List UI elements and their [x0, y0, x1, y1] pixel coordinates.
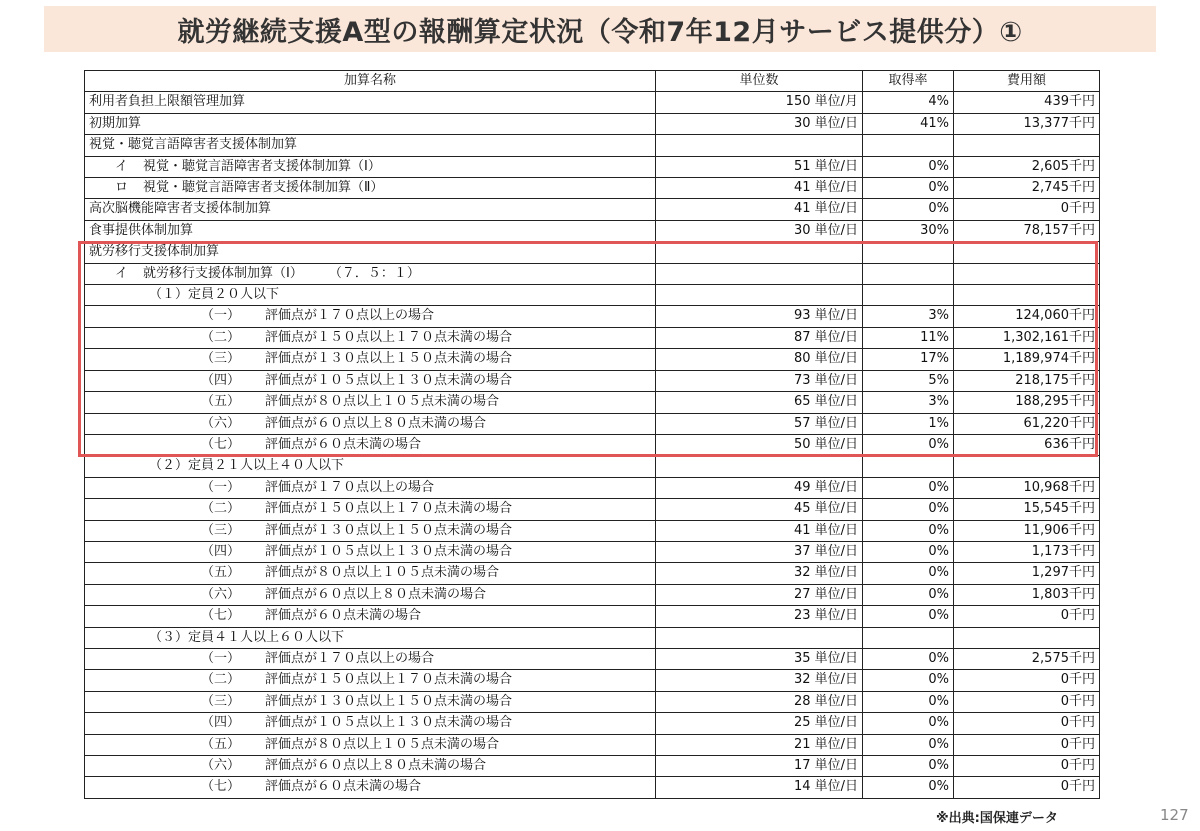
row-cost: 0千円: [954, 606, 1100, 627]
row-rate: 0%: [863, 541, 954, 562]
row-units: 57 単位/日: [656, 413, 863, 434]
row-name-cell: [85, 285, 656, 306]
row-name-cell: [85, 670, 656, 691]
row-name: 初期加算: [89, 115, 142, 131]
row-name-cell: [85, 434, 656, 455]
row-cost: 10,968千円: [954, 477, 1100, 498]
row-name: 評価点が１７０点以上の場合: [265, 650, 435, 666]
row-cost: 2,745千円: [954, 178, 1100, 199]
row-cost: 15,545千円: [954, 499, 1100, 520]
row-name: 評価点が８０点以上１０５点未満の場合: [265, 565, 500, 581]
row-label: （一）: [201, 479, 241, 495]
row-name: 評価点が６０点未満の場合: [265, 608, 422, 624]
row-cost: 1,297千円: [954, 563, 1100, 584]
row-rate: [863, 263, 954, 284]
row-name: （１）定員２０人以下: [149, 287, 280, 303]
row-name: 評価点が１７０点以上の場合: [265, 308, 435, 324]
row-name: 評価点が１０５点以上１３０点未満の場合: [265, 715, 513, 731]
row-name-cell: [85, 456, 656, 477]
header-cost: 費用額: [954, 71, 1100, 92]
row-units: 45 単位/日: [656, 499, 863, 520]
table-row: [85, 199, 1100, 220]
row-cost: 1,189,974千円: [954, 349, 1100, 370]
row-cost: 0千円: [954, 756, 1100, 777]
row-label: （三）: [201, 522, 241, 538]
row-units: 41 単位/日: [656, 520, 863, 541]
row-name-cell: [85, 199, 656, 220]
row-name-cell: [85, 691, 656, 712]
table-row: [85, 242, 1100, 263]
table-row: [85, 135, 1100, 156]
row-units: 27 単位/日: [656, 584, 863, 605]
row-units: [656, 263, 863, 284]
page-number: 127: [1160, 806, 1189, 824]
row-rate: 0%: [863, 756, 954, 777]
row-rate: 11%: [863, 327, 954, 348]
row-units: [656, 242, 863, 263]
table-row: [85, 670, 1100, 691]
row-name-cell: [85, 713, 656, 734]
table-row: [85, 756, 1100, 777]
row-name-cell: [85, 648, 656, 669]
row-cost: 1,803千円: [954, 584, 1100, 605]
row-units: 65 単位/日: [656, 392, 863, 413]
row-units: [656, 627, 863, 648]
row-cost: 1,173千円: [954, 541, 1100, 562]
source-note: ※出典:国保連データ: [936, 811, 1058, 826]
row-rate: 4%: [863, 92, 954, 113]
row-units: 30 単位/日: [656, 113, 863, 134]
row-cost: 0千円: [954, 734, 1100, 755]
row-cost: 78,157千円: [954, 220, 1100, 241]
table-row: [85, 220, 1100, 241]
row-name: 評価点が６０点以上８０点未満の場合: [265, 586, 487, 602]
row-label: （四）: [201, 715, 241, 731]
table-row: [85, 92, 1100, 113]
row-label: ロ: [115, 180, 129, 196]
row-name: 評価点が８０点以上１０５点未満の場合: [265, 394, 500, 410]
row-name-cell: [85, 756, 656, 777]
row-rate: 3%: [863, 392, 954, 413]
row-cost: 218,175千円: [954, 370, 1100, 391]
row-rate: 0%: [863, 178, 954, 199]
row-label: （五）: [201, 394, 241, 410]
table-row: [85, 306, 1100, 327]
row-cost: 0千円: [954, 713, 1100, 734]
row-name-cell: [85, 349, 656, 370]
table-row: [85, 541, 1100, 562]
row-name-cell: [85, 584, 656, 605]
row-units: 35 単位/日: [656, 648, 863, 669]
row-units: [656, 456, 863, 477]
row-name: 評価点が１７０点以上の場合: [265, 479, 435, 495]
row-cost: [954, 627, 1100, 648]
row-label: （三）: [201, 351, 241, 367]
row-name: 高次脳機能障害者支援体制加算: [89, 201, 272, 217]
table-row: [85, 606, 1100, 627]
row-rate: 0%: [863, 434, 954, 455]
row-name: 評価点が１５０点以上１７０点未満の場合: [265, 329, 513, 345]
row-rate: 0%: [863, 156, 954, 177]
row-cost: 636千円: [954, 434, 1100, 455]
row-rate: 0%: [863, 520, 954, 541]
row-units: 50 単位/日: [656, 434, 863, 455]
row-name: 視覚・聴覚言語障害者支援体制加算: [89, 137, 298, 153]
row-name-cell: [85, 499, 656, 520]
row-units: 21 単位/日: [656, 734, 863, 755]
row-label: （七）: [201, 608, 241, 624]
row-name-cell: [85, 477, 656, 498]
row-name-cell: [85, 220, 656, 241]
row-label: （四）: [201, 543, 241, 559]
row-rate: 0%: [863, 670, 954, 691]
row-units: 73 単位/日: [656, 370, 863, 391]
row-name-cell: [85, 392, 656, 413]
table-row: [85, 285, 1100, 306]
table-row: [85, 520, 1100, 541]
row-name: （２）定員２１人以上４０人以下: [149, 458, 345, 474]
row-name: 評価点が１５０点以上１７０点未満の場合: [265, 501, 513, 517]
row-name-cell: [85, 777, 656, 798]
row-name: 視覚・聴覚言語障害者支援体制加算（Ⅰ）: [143, 158, 381, 174]
row-name: （３）定員４１人以上６０人以下: [149, 629, 345, 645]
row-units: 41 単位/日: [656, 199, 863, 220]
row-cost: 124,060千円: [954, 306, 1100, 327]
row-rate: 30%: [863, 220, 954, 241]
row-name-cell: [85, 327, 656, 348]
row-units: 30 単位/日: [656, 220, 863, 241]
table-row: [85, 627, 1100, 648]
table-row: [85, 113, 1100, 134]
table-row: [85, 563, 1100, 584]
table-row: [85, 734, 1100, 755]
row-cost: 13,377千円: [954, 113, 1100, 134]
header-units: 単位数: [656, 71, 863, 92]
row-name: 評価点が１３０点以上１５０点未満の場合: [265, 693, 513, 709]
row-rate: 0%: [863, 199, 954, 220]
row-units: 25 単位/日: [656, 713, 863, 734]
row-label: イ: [115, 158, 129, 174]
row-rate: 0%: [863, 606, 954, 627]
row-name: 評価点が１０５点以上１３０点未満の場合: [265, 543, 513, 559]
row-name: 評価点が１０５点以上１３０点未満の場合: [265, 372, 513, 388]
row-name: 視覚・聴覚言語障害者支援体制加算（Ⅱ）: [143, 180, 384, 196]
row-units: 37 単位/日: [656, 541, 863, 562]
row-cost: 2,605千円: [954, 156, 1100, 177]
row-label: （二）: [201, 501, 241, 517]
row-units: 150 単位/月: [656, 92, 863, 113]
row-cost: [954, 263, 1100, 284]
table-row: [85, 349, 1100, 370]
row-units: 32 単位/日: [656, 563, 863, 584]
table-row: [85, 413, 1100, 434]
row-name-cell: [85, 734, 656, 755]
row-units: 51 単位/日: [656, 156, 863, 177]
row-name: 評価点が６０点以上８０点未満の場合: [265, 415, 487, 431]
row-units: 14 単位/日: [656, 777, 863, 798]
table-row: [85, 156, 1100, 177]
row-name: 評価点が１３０点以上１５０点未満の場合: [265, 351, 513, 367]
row-rate: [863, 285, 954, 306]
row-name-cell: [85, 370, 656, 391]
table-row: [85, 456, 1100, 477]
row-label: （七）: [201, 779, 241, 795]
row-units: 93 単位/日: [656, 306, 863, 327]
row-name: 食事提供体制加算: [89, 222, 194, 238]
row-name: 評価点が１３０点以上１５０点未満の場合: [265, 522, 513, 538]
row-name: 評価点が６０点未満の場合: [265, 436, 422, 452]
row-cost: 0千円: [954, 199, 1100, 220]
table-row: [85, 370, 1100, 391]
row-units: [656, 285, 863, 306]
row-label: （二）: [201, 329, 241, 345]
table-row: [85, 327, 1100, 348]
row-rate: 0%: [863, 713, 954, 734]
row-rate: 3%: [863, 306, 954, 327]
row-rate: [863, 456, 954, 477]
row-name: 利用者負担上限額管理加算: [89, 94, 246, 110]
row-name-cell: [85, 563, 656, 584]
row-rate: 5%: [863, 370, 954, 391]
row-rate: 0%: [863, 477, 954, 498]
row-cost: 0千円: [954, 670, 1100, 691]
row-label: （六）: [201, 758, 241, 773]
row-cost: 0千円: [954, 777, 1100, 798]
row-name-cell: [85, 541, 656, 562]
row-cost: [954, 242, 1100, 263]
row-name: 評価点が８０点以上１０５点未満の場合: [265, 736, 500, 752]
row-name-cell: [85, 113, 656, 134]
row-name: 評価点が６０点以上８０点未満の場合: [265, 758, 487, 773]
row-cost: 439千円: [954, 92, 1100, 113]
row-name-cell: [85, 92, 656, 113]
row-rate: [863, 627, 954, 648]
row-cost: 2,575千円: [954, 648, 1100, 669]
row-label: （一）: [201, 650, 241, 666]
row-units: [656, 135, 863, 156]
row-label: （五）: [201, 736, 241, 752]
table-row: [85, 477, 1100, 498]
row-rate: 0%: [863, 648, 954, 669]
row-rate: 0%: [863, 734, 954, 755]
row-cost: 61,220千円: [954, 413, 1100, 434]
row-rate: 0%: [863, 499, 954, 520]
row-label: イ: [115, 265, 129, 281]
row-rate: [863, 242, 954, 263]
row-name-cell: [85, 178, 656, 199]
table-row: [85, 263, 1100, 284]
row-cost: 188,295千円: [954, 392, 1100, 413]
row-name-cell: [85, 606, 656, 627]
header-rate: 取得率: [863, 71, 954, 92]
row-cost: 1,302,161千円: [954, 327, 1100, 348]
row-label: （三）: [201, 693, 241, 709]
row-label: （一）: [201, 308, 241, 324]
row-units: 49 単位/日: [656, 477, 863, 498]
table-row: [85, 499, 1100, 520]
row-name-cell: [85, 156, 656, 177]
row-units: 41 単位/日: [656, 178, 863, 199]
row-rate: 0%: [863, 691, 954, 712]
table-row: [85, 178, 1100, 199]
row-label: （二）: [201, 672, 241, 688]
table-row: [85, 648, 1100, 669]
table-row: [85, 434, 1100, 455]
row-units: 32 単位/日: [656, 670, 863, 691]
table-row: [85, 691, 1100, 712]
row-cost: 11,906千円: [954, 520, 1100, 541]
row-label: （七）: [201, 436, 241, 452]
row-name-cell: [85, 306, 656, 327]
row-cost: [954, 285, 1100, 306]
row-units: 17 単位/日: [656, 756, 863, 777]
row-name-cell: [85, 413, 656, 434]
row-name-cell: [85, 135, 656, 156]
title-band: [44, 6, 1156, 52]
row-name: 就労移行支援体制加算: [89, 244, 220, 260]
row-name: 評価点が６０点未満の場合: [265, 779, 422, 795]
row-label: （六）: [201, 586, 241, 602]
table-row: [85, 392, 1100, 413]
row-label: （四）: [201, 372, 241, 388]
row-name-cell: [85, 263, 656, 284]
row-rate: 0%: [863, 563, 954, 584]
table-row: [85, 584, 1100, 605]
row-rate: 1%: [863, 413, 954, 434]
table-row: [85, 713, 1100, 734]
row-name: 就労移行支援体制加算（Ⅰ） （７．５：１）: [143, 265, 420, 281]
table-header-row: [85, 71, 1100, 92]
row-name-cell: [85, 242, 656, 263]
row-cost: [954, 456, 1100, 477]
row-rate: 0%: [863, 777, 954, 798]
row-rate: 41%: [863, 113, 954, 134]
row-rate: 0%: [863, 584, 954, 605]
row-units: 23 単位/日: [656, 606, 863, 627]
row-name-cell: [85, 627, 656, 648]
row-label: （六）: [201, 415, 241, 431]
header-name: 加算名称: [85, 71, 656, 92]
page-title: 就労継続支援A型の報酬算定状況（令和7年12月サービス提供分）①: [177, 16, 1023, 48]
row-units: 80 単位/日: [656, 349, 863, 370]
table-row: [85, 777, 1100, 798]
row-units: 87 単位/日: [656, 327, 863, 348]
row-cost: [954, 135, 1100, 156]
row-rate: 17%: [863, 349, 954, 370]
row-rate: [863, 135, 954, 156]
row-units: 28 単位/日: [656, 691, 863, 712]
row-cost: 0千円: [954, 691, 1100, 712]
row-name: 評価点が１５０点以上１７０点未満の場合: [265, 672, 513, 688]
row-name-cell: [85, 520, 656, 541]
row-label: （五）: [201, 565, 241, 581]
addition-table: [84, 70, 1100, 799]
